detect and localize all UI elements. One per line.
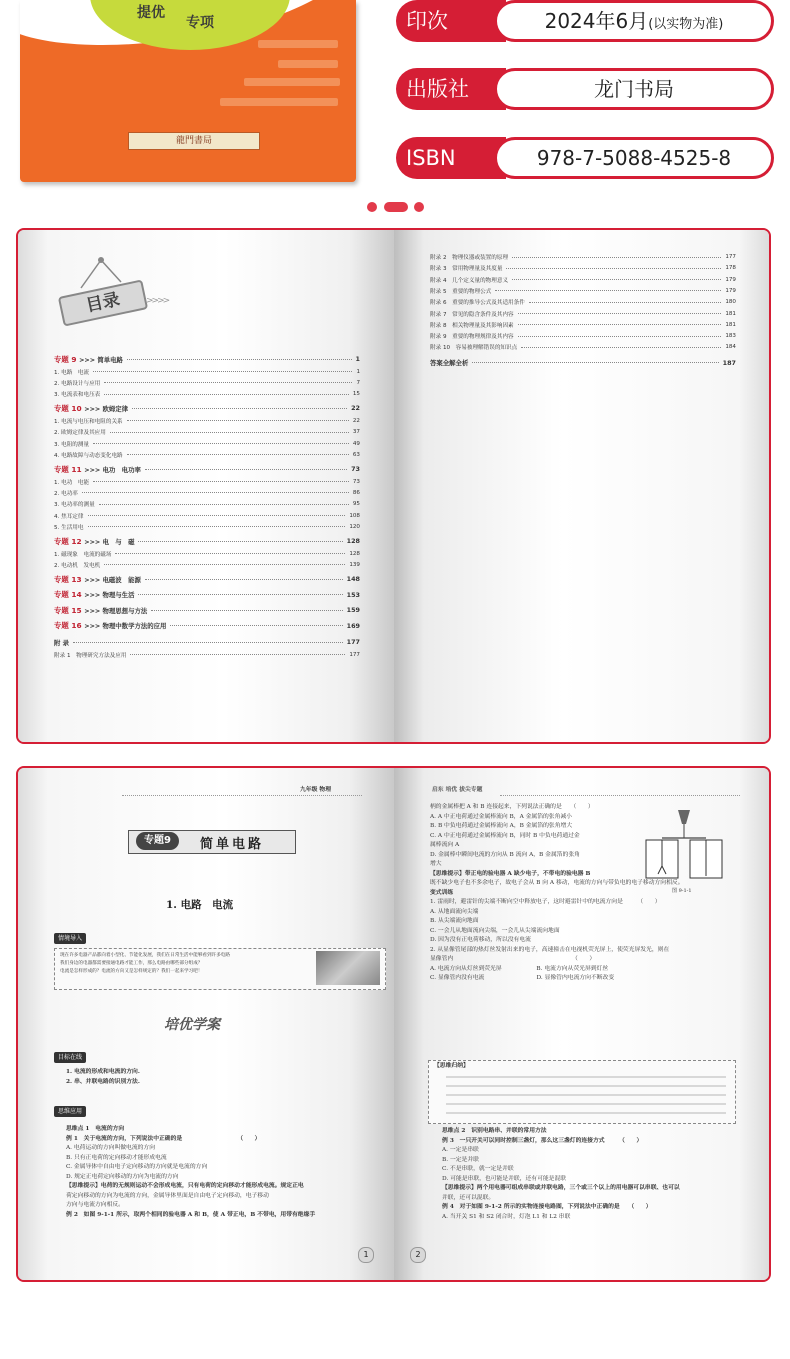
toc-page-number: 179: [725, 276, 736, 283]
info-label: 出版社: [396, 68, 506, 110]
toc-dot-leader: [495, 290, 721, 291]
toc-chapter: [54, 573, 360, 585]
toc-dot-leader: [170, 625, 342, 626]
text-line: 方向与电流方向相反。: [66, 1202, 124, 1208]
text-line: B. 一定是并联: [442, 1156, 479, 1163]
toc-dot-leader: [127, 454, 349, 455]
toc-dot-leader: [93, 481, 349, 482]
toc-dot-leader: [512, 279, 721, 280]
text-line: C. 一会儿从地面流向尖端，一会儿从尖端流向地面: [430, 927, 560, 934]
toc-dot-leader: [99, 504, 349, 505]
toc-dot-leader: [518, 324, 722, 325]
electroscope-figure-icon: [642, 808, 726, 892]
info-value-text: 2024年6月: [544, 9, 649, 33]
toc-page-number: 183: [725, 333, 736, 340]
toc-entry-title: 附录 6 重要的推导公式及其适用条件: [430, 300, 525, 307]
toc-page-number: 49: [352, 440, 360, 447]
toc-entry: [430, 262, 736, 274]
text-line: C. A 中正电荷通过金属棒流向 B，同时 B 中负电荷通过金: [430, 832, 580, 839]
toc-entry-title: 1. 磁现象 电流的磁场: [54, 551, 112, 558]
cover-text-left: 提优: [137, 5, 165, 21]
text-line: 【思维提示】电荷的无规则运动不会形成电流，只有电荷的定向移动才能形成电流。规定正电: [66, 1183, 304, 1189]
toc-entry-title: 1. 电流与电压和电阻的关系: [54, 418, 123, 425]
toc-entry-title: 专题 11 >>> 电功 电功率: [54, 464, 141, 474]
text-line: 变式训练: [430, 889, 454, 896]
text-line: A. 当开关 S1 和 S2 闭合时，灯泡 L1 和 L2 串联: [442, 1213, 571, 1220]
toc-page-number: 1: [356, 368, 360, 375]
toc-entry-title: 4. 焦耳定律: [54, 513, 84, 520]
toc-entry-title: 附录 10 容易被理解错误的知识点: [430, 345, 518, 352]
toc-page-number: 22: [352, 417, 360, 424]
text-line: D. 金属棒中瞬间电流的方向从 B 流向 A，B 金属箔的张角: [430, 851, 580, 858]
toc-page-number: 179: [725, 287, 736, 294]
toc-entry: [430, 251, 736, 263]
toc-page-number: 181: [725, 310, 736, 317]
toc-dot-leader: [472, 362, 718, 363]
text-line: 【思维提示】带正电的验电器 A 缺少电子，不带电的验电器 B: [430, 870, 591, 877]
info-note: (以实物为准): [648, 17, 724, 32]
toc-entry: [54, 521, 360, 533]
text-line: 2. 从显像管尾部的热灯丝发射出来的电子，高速撞击在电视机荧光屏上，使荧光屏发光，则在: [430, 946, 670, 953]
toc-entry-title: 附录 4 几个定义量的物理意义: [430, 277, 509, 284]
text-line: A. 从地面流向尖端: [430, 908, 479, 915]
toc-entry: [54, 476, 360, 488]
toc-dot-leader: [88, 526, 346, 527]
toc-dot-leader: [521, 347, 721, 348]
text-line: 例 4 对于如图 9-1-2 所示的实物连接电路图，下列说法中正确的是 （ ）: [442, 1204, 652, 1210]
toc-dot-leader: [104, 564, 345, 565]
toc-entry: [54, 438, 360, 450]
toc-entry-title: 3. 电功率的测量: [54, 502, 95, 509]
text-line: A. 电荷运动的方向叫做电流的方向: [66, 1145, 156, 1151]
toc-entry-title: 附录 7 常见的隐含条件及其内容: [430, 311, 514, 318]
toc-chapter-number: 专题 10: [54, 403, 85, 413]
toc-entry-title: 3. 电阻的测量: [54, 441, 90, 448]
running-header-right: 启东 培优 拔尖专题: [432, 787, 483, 793]
toc-entry: [54, 415, 360, 427]
toc-entry-title: 4. 电路故障与动态变化电路: [54, 452, 123, 459]
text-line: A. A 中正电荷通过金属棒流向 B，A 金属箔的张角减小: [430, 813, 572, 820]
toc-entry-title: 附录 2 物理仪器或装置的原理: [430, 255, 509, 261]
toc-page-number: 22: [351, 404, 360, 413]
toc-chapter-number: 专题 12: [54, 536, 85, 546]
text-line: 例 3 一只开关可以同时控制三盏灯，那么这三盏灯的连接方式 （ ）: [442, 1137, 643, 1144]
toc-dot-leader: [529, 302, 721, 303]
intro-photo: [316, 951, 380, 985]
book-cover: [20, 0, 356, 182]
cover-stripe: [220, 98, 338, 106]
toc-page-number: 37: [352, 429, 360, 436]
toc-page-number: 139: [349, 561, 360, 568]
toc-entry: [430, 341, 736, 353]
toc-entry-title: 2. 电动机 发电机: [54, 562, 101, 569]
toc-page-number: 178: [725, 265, 736, 272]
info-value: [494, 137, 774, 179]
toc-chapter: [430, 357, 736, 369]
toc-chapter-number: 专题 13: [54, 574, 85, 584]
toc-entry-title: 专题 12 >>> 电 与 磁: [54, 536, 135, 546]
goal-item: 1. 电流的形成和电流的方向.: [66, 1069, 140, 1075]
info-row-print: [396, 0, 776, 42]
toc-entry: [54, 510, 360, 522]
text-line: B. 从尖端流向地面: [430, 918, 479, 924]
toc-entry-title: 1. 电路 电流: [54, 369, 90, 376]
toc-chapter-number: 专题 15: [54, 605, 85, 615]
toc-entry: [430, 296, 736, 308]
goal-item: 2. 串、并联电路的识别方法.: [66, 1078, 140, 1085]
toc-entry: [54, 498, 360, 510]
toc-dot-leader: [82, 492, 349, 493]
toc-entry-title: 附录 8 相关物理量及其影响因素: [430, 322, 514, 329]
intro-line: 电流是怎样形成的？电流的方向又是怎样规定的？我们一起来学习吧！: [60, 969, 203, 974]
toc-entry: [54, 649, 360, 661]
cover-text-right: 专项: [186, 15, 214, 31]
chapter-tag: 专题9: [136, 832, 179, 850]
toc-page-number: 120: [349, 523, 360, 530]
toc-page-number: 7: [356, 379, 360, 386]
toc-page-number: 73: [351, 465, 360, 474]
toc-chapter: [54, 636, 360, 648]
text-line: D. 可能是串联，也可能是并联，还有可能是混联: [442, 1175, 567, 1182]
text-line: C. 金属导体中自由电子定向移动的方向就是电流的方向: [66, 1164, 208, 1170]
cover-stripe: [258, 40, 338, 48]
toc-dot-leader: [115, 553, 345, 554]
toc-chapter-number: 专题 14: [54, 590, 85, 600]
toc-page-number: 148: [346, 575, 360, 584]
text-line: A. 电流方向从灯丝到荧光屏 B. 电流方向从荧光屏到灯丝: [430, 965, 609, 972]
info-value-text: 龙门书局: [594, 77, 674, 101]
toc-entry-title: 专题 10 >>> 欧姆定律: [54, 403, 129, 413]
toc-dot-leader: [138, 594, 342, 595]
toc-chapter-number: 专题 9: [54, 354, 80, 364]
text-line: 例 1 关于电流的方向，下列说法中正确的是 （ ）: [66, 1135, 261, 1142]
toc-dot-leader: [73, 642, 343, 643]
info-value: [494, 68, 774, 110]
toc-entry-title: 专题 15 >>> 物理思想与方法: [54, 605, 148, 615]
toc-dot-leader: [132, 408, 347, 409]
toc-page-number: 177: [346, 638, 360, 647]
toc-entry: [54, 548, 360, 560]
toc-dot-leader: [104, 382, 352, 383]
toc-page-number: 181: [725, 321, 736, 328]
toc-page-number: 73: [352, 478, 360, 485]
toc-entry-title: 1. 电功 电能: [54, 479, 90, 486]
toc-entry: [54, 377, 360, 389]
toc-page-number: 177: [349, 651, 360, 658]
toc-page-number: 180: [725, 299, 736, 306]
chevrons-icon: >>>>: [146, 296, 169, 306]
cover-stripe: [244, 78, 340, 86]
toc-chapter: [54, 620, 360, 632]
toc-title-sign: 目录: [58, 279, 148, 326]
toc-entry: [430, 330, 736, 342]
toc-dot-leader: [518, 313, 722, 314]
app-tag: 思维应用: [54, 1106, 86, 1117]
toc-entry-title: 专题 13 >>> 电磁波 能源: [54, 574, 141, 584]
cover-stripe: [278, 60, 338, 68]
toc-entry: [430, 308, 736, 320]
toc-entry-title: 2. 电路设计与应用: [54, 380, 101, 387]
text-line: 属棒流向 A: [430, 842, 460, 848]
toc-entry: [430, 285, 736, 297]
text-line: 【思维提示】两个用电器可组成串联或并联电路，三个或三个以上的用电器可以串联、也可以: [442, 1185, 680, 1191]
text-line: C. 不是串联，就一定是并联: [442, 1166, 514, 1172]
toc-entry: [430, 319, 736, 331]
section-title: 1. 电路 电流: [166, 899, 234, 911]
toc-entry-title: 5. 生活用电: [54, 524, 84, 531]
toc-dot-leader: [512, 257, 721, 258]
toc-dot-leader: [127, 420, 349, 421]
left-body: [66, 1125, 315, 1220]
toc-dot-leader: [145, 579, 343, 580]
toc-dot-leader: [127, 359, 352, 360]
toc-entry-title: 附录 1 物理研究方法及应用: [54, 652, 127, 659]
toc-page-number: 86: [352, 489, 360, 496]
text-line: 思维点 1 电流的方向: [66, 1126, 125, 1132]
summary-box-title: 【思维归纳】: [434, 1063, 469, 1069]
text-line: 1. 雷雨时，避雷针的尖端不断向空中释放电子，这时避雷针中的电流方向是 （ ）: [430, 899, 661, 905]
text-line: B. B 中负电荷通过金属棒流向 A，B 金属箔的张角增大: [430, 823, 573, 829]
toc-chapter-number: 专题 11: [54, 464, 85, 474]
info-label: 印次: [396, 0, 506, 42]
toc-dot-leader: [88, 515, 346, 516]
running-header-left: 九年级 物理: [300, 787, 332, 793]
info-row-isbn: [396, 137, 776, 179]
toc-page-number: 108: [349, 512, 360, 519]
toc-entry: [54, 366, 360, 378]
toc-page-number: 128: [349, 550, 360, 557]
toc-page-number: 184: [725, 344, 736, 351]
intro-text: [60, 952, 230, 976]
toc-chapter: [54, 589, 360, 601]
toc-chapter-number: 专题 16: [54, 621, 85, 631]
toc-page-number: 95: [352, 501, 360, 508]
toc-page-number: 63: [352, 451, 360, 458]
toc-dot-leader: [506, 268, 721, 269]
toc-page-number: 1: [355, 355, 360, 363]
info-value: [494, 0, 774, 42]
goal-tag: 目标在线: [54, 1052, 86, 1063]
text-line: C. 显像管内没有电流 D. 显像管内电流方向不断改变: [430, 975, 615, 981]
toc-chapter: [54, 353, 360, 365]
text-line: 思维点 2 识别电路串、并联的常用方法: [442, 1128, 547, 1134]
toc-entry-title: 附录 9 重要的物理规律及其内容: [430, 334, 514, 341]
info-label: ISBN: [396, 137, 506, 179]
toc-page-number: 153: [346, 590, 360, 599]
toc-entry-title: 专题 16 >>> 物理中数学方法的应用: [54, 621, 167, 631]
carousel-dot-active[interactable]: [384, 202, 408, 212]
chapter-title: 简单电路: [200, 837, 265, 852]
toc-entry: [54, 487, 360, 499]
toc-entry-title: 2. 电功率: [54, 490, 78, 497]
toc-dot-leader: [518, 336, 722, 337]
toc-page-number: 177: [725, 254, 736, 260]
goals-list: [66, 1068, 140, 1087]
text-line: 荷定向移动的方向为电流的方向，金属导体里面是自由电子定向移动，电子移动: [66, 1192, 269, 1199]
figure-caption: 图 9-1-1: [672, 888, 692, 894]
text-line: 显像管内 （ ）: [430, 956, 596, 962]
text-line: D. 规定正电荷定向移动的方向为电流的方向: [66, 1173, 179, 1180]
text-line: 例 2 如图 9-1-1 所示，取两个相同的验电器 A 和 B，使 A 带正电，B 不带电，用带有绝缘手: [66, 1211, 316, 1218]
toc-page-number: 187: [722, 358, 736, 367]
toc-dot-leader: [104, 394, 349, 395]
toc-entry: [54, 388, 360, 400]
info-row-publisher: [396, 68, 776, 110]
toc-chapter: [54, 535, 360, 547]
intro-line: 现在许多电器产品都向着小型化、节能化发展，我们在日常生活中能够看到许多电路: [60, 953, 230, 958]
right-body-2: [442, 1127, 680, 1222]
toc-dot-leader: [145, 469, 347, 470]
text-line: 增大: [430, 861, 442, 867]
page-number-right: 2: [410, 1247, 426, 1263]
toc-chapter: [54, 604, 360, 616]
toc-chapter: [54, 463, 360, 475]
toc-entry-title: 专题 14 >>> 物理与生活: [54, 590, 135, 600]
text-line: 并联，还可以混联。: [442, 1194, 495, 1201]
toc-entry: [54, 449, 360, 461]
text-line: 柄的金属棒把 A 和 B 连接起来，下列说法正确的是 （ ）: [430, 804, 594, 810]
toc-entry-title: 附录 5 重要的物理公式: [430, 288, 492, 295]
info-value-text: 978-7-5088-4525-8: [536, 146, 732, 170]
toc-entry-title: 附 录: [54, 638, 70, 647]
toc-dot-leader: [93, 371, 352, 372]
toc-page-number: 159: [346, 606, 360, 615]
header-rule: [500, 795, 740, 796]
banner-study-plan: 培优学案: [164, 1017, 220, 1033]
toc-entry-title: 3. 电流表和电压表: [54, 392, 101, 399]
toc-entry-title: 2. 欧姆定律及其应用: [54, 430, 106, 437]
toc-entry: [430, 274, 736, 286]
page-number-left: 1: [358, 1247, 374, 1263]
toc-page-number: 169: [346, 621, 360, 630]
text-line: D. 因为没有正电荷移动，所以没有电流: [430, 937, 531, 943]
text-line: 既不缺少电子也不多余电子，故电子会从 B 向 A 移动，电流的方向与带负电的电子移动方向相反。: [430, 880, 684, 886]
toc-dot-leader: [130, 654, 345, 655]
toc-entry: [54, 559, 360, 571]
publisher-logo: 龍門書局: [128, 132, 260, 150]
toc-dot-leader: [93, 443, 349, 444]
carousel-dot[interactable]: [367, 202, 377, 212]
toc-page-number: 128: [346, 537, 360, 546]
summary-text-lines: [446, 1076, 726, 1114]
carousel-dot[interactable]: [414, 202, 424, 212]
toc-dot-leader: [138, 541, 342, 542]
toc-entry-title: 答案全解全析: [430, 359, 469, 368]
toc-chapter: [54, 402, 360, 414]
intro-line: 我们身边的电器都需要接通电路才能工作，那么电路由哪些部分组成？: [60, 961, 203, 966]
intro-tag: 情境导入: [54, 933, 86, 944]
toc-page-number: 15: [352, 391, 360, 398]
toc-entry-title: 附录 3 常用物理量及其度量: [430, 266, 503, 273]
toc-dot-leader: [151, 610, 342, 611]
toc-dot-leader: [110, 432, 349, 433]
toc-entry: [54, 426, 360, 438]
toc-entry-title: 专题 9 >>> 简单电路: [54, 354, 123, 364]
text-line: A. 一定是串联: [442, 1147, 479, 1153]
text-line: B. 只有正电荷的定向移动才能形成电流: [66, 1154, 167, 1161]
